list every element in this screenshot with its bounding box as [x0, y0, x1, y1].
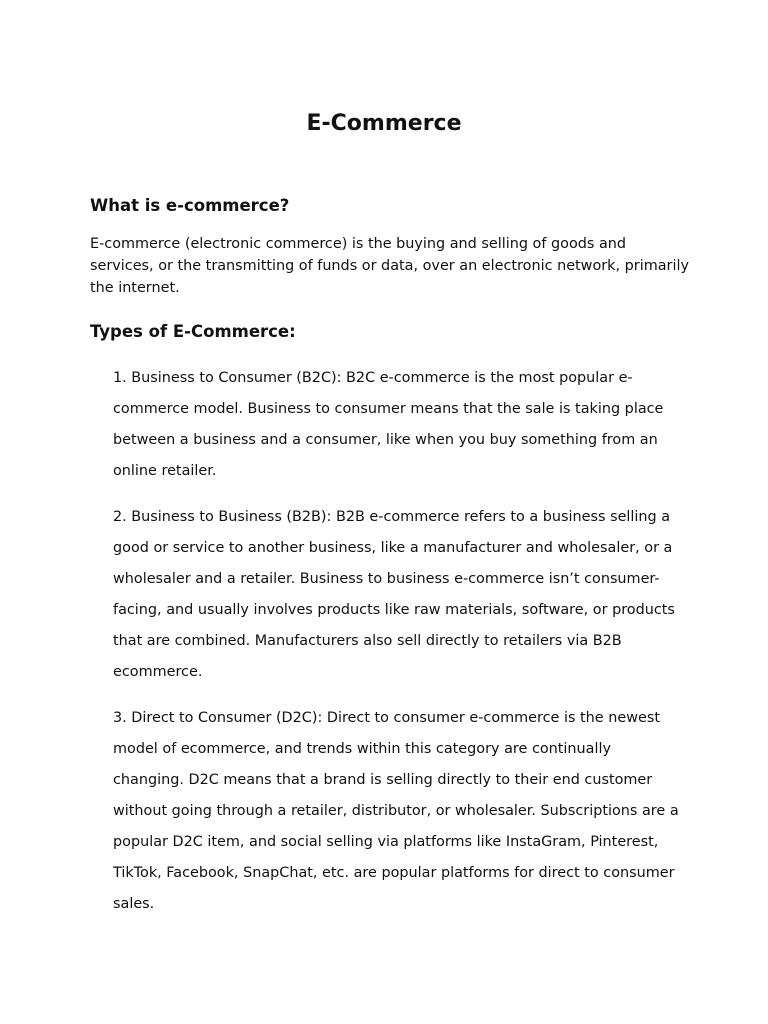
- type-item-b2b: 2. Business to Business (B2B): B2B e-commerce refers to a business selling a good or service to another business, like a manufacturer and wholesaler, or a wholesaler and a retailer. Business to business e-commerce isn’t consumer-facing, and usually involves products like raw materials, software, or products that are combined. Manufacturers also sell directly to retailers via B2B ecommerce.: [113, 509, 675, 680]
- types-list: [113, 363, 683, 935]
- type-item-b2c: 1. Business to Consumer (B2C): B2C e-commerce is the most popular e-commerce model. Business to consumer means that the sale is taking place between a business and a consumer, like when you buy something from an online retailer.: [113, 370, 664, 479]
- document-title: E-Commerce: [306, 111, 462, 136]
- section-heading-what-is: What is e-commerce?: [90, 196, 290, 215]
- section-heading-types: Types of E-Commerce:: [90, 322, 296, 341]
- type-item-d2c: 3. Direct to Consumer (D2C): Direct to consumer e-commerce is the newest model of ecommerce, and trends within this category are continually changing. D2C means that a brand is selling directly to their end customer without going through a retailer, distributor, or wholesaler. Subscriptions are a popular D2C item, and social selling via platforms like InstaGram, Pinterest, TikTok, Facebook, SnapChat, etc. are popular platforms for direct to consumer sales.: [113, 710, 679, 912]
- definition-paragraph: E-commerce (electronic commerce) is the buying and selling of goods and services, or the transmitting of funds or data, over an electronic network, primarily the internet.: [90, 236, 689, 296]
